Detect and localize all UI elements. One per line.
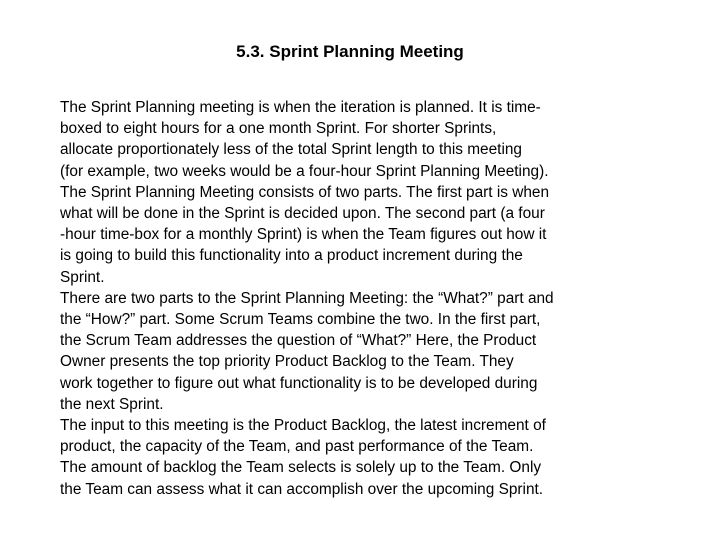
text-line: boxed to eight hours for a one month Sprint. For shorter Sprints, bbox=[60, 120, 497, 138]
text-line: is going to build this functionality into a product increment during the bbox=[60, 247, 523, 265]
slide-title: 5.3. Sprint Planning Meeting bbox=[236, 42, 464, 61]
text-line: allocate proportionately less of the total Sprint length to this meeting bbox=[60, 141, 522, 159]
text-line: Sprint. bbox=[60, 268, 105, 286]
text-line: the Team can assess what it can accomplish over the upcoming Sprint. bbox=[60, 480, 544, 498]
slide-body bbox=[60, 97, 680, 500]
text-line: Owner presents the top priority Product Backlog to the Team. They bbox=[60, 353, 514, 371]
paragraph-meeting-input bbox=[60, 415, 680, 500]
paragraph-two-parts bbox=[60, 182, 680, 288]
paragraph-planning-overview bbox=[60, 97, 680, 182]
text-line: The amount of backlog the Team selects is solely up to the Team. Only bbox=[60, 459, 542, 477]
text-line: the “How?” part. Some Scrum Teams combine the two. In the first part, bbox=[60, 311, 541, 329]
text-line: The Sprint Planning Meeting consists of two parts. The first part is when bbox=[60, 183, 550, 201]
text-line: product, the capacity of the Team, and past performance of the Team. bbox=[60, 438, 534, 456]
text-line: the next Sprint. bbox=[60, 395, 164, 413]
paragraph-what-how bbox=[60, 288, 680, 415]
text-line: The input to this meeting is the Product Backlog, the latest increment of bbox=[60, 417, 546, 435]
text-line: The Sprint Planning meeting is when the iteration is planned. It is time- bbox=[60, 99, 541, 116]
text-line: -hour time-box for a monthly Sprint) is when the Team figures out how it bbox=[60, 226, 547, 244]
text-line: what will be done in the Sprint is decided upon. The second part (a four bbox=[60, 205, 545, 223]
text-line: work together to figure out what functionality is to be developed during bbox=[60, 374, 538, 392]
text-line: (for example, two weeks would be a four-hour Sprint Planning Meeting). bbox=[60, 162, 549, 180]
text-line: There are two parts to the Sprint Planning Meeting: the “What?” part and bbox=[60, 289, 554, 307]
text-line: the Scrum Team addresses the question of “What?” Here, the Product bbox=[60, 332, 537, 350]
